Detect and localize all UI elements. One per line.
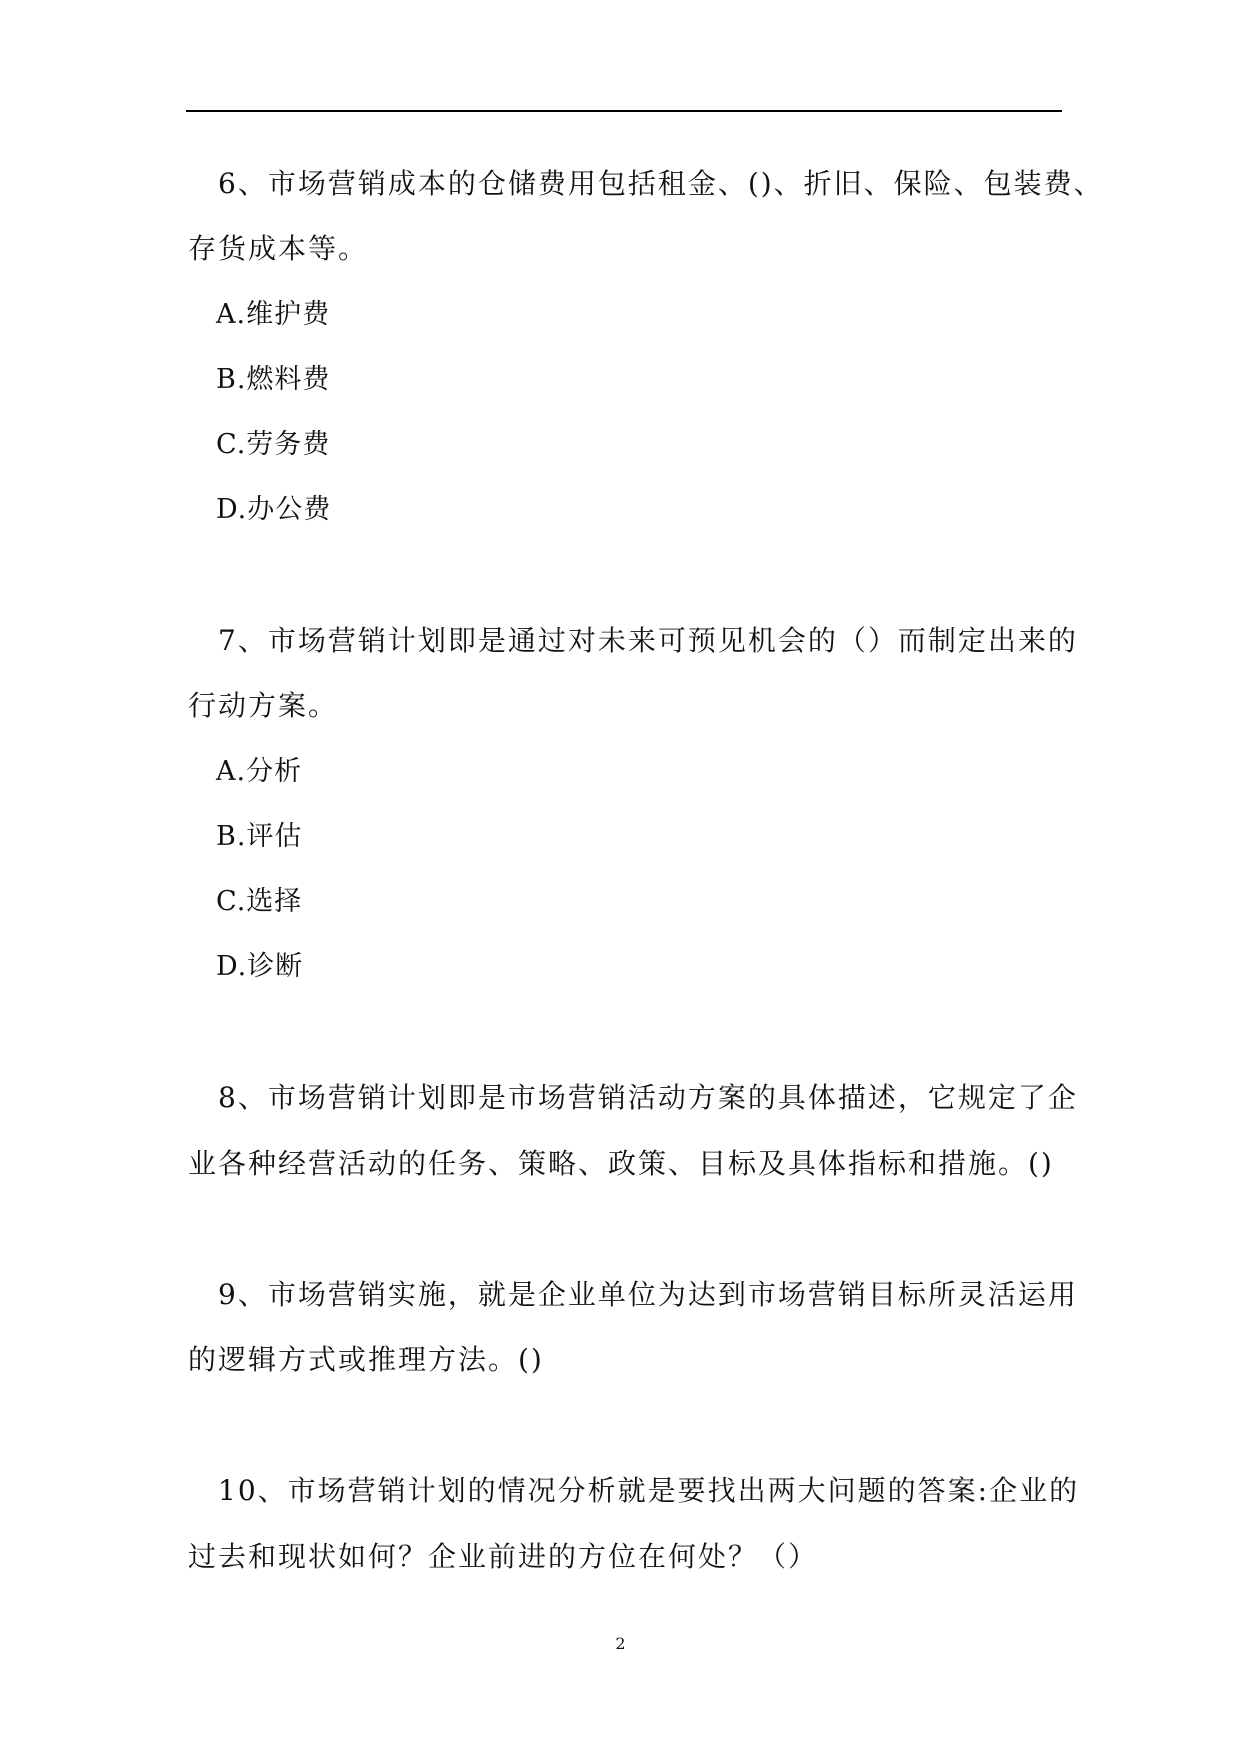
question-stem-line-2: 业各种经营活动的任务、策略、政策、目标及具体指标和措施。() <box>188 1147 1054 1180</box>
question-stem-line-1: 10、市场营销计划的情况分析就是要找出两大问题的答案:企业的 <box>218 1474 1080 1507</box>
page-number: 2 <box>615 1634 626 1653</box>
option-a: A.维护费 <box>216 299 331 330</box>
option-c: C.劳务费 <box>216 429 331 460</box>
question-stem-line-1: 8、市场营销计划即是市场营销活动方案的具体描述，它规定了企 <box>218 1081 1078 1114</box>
option-b: B.评估 <box>216 821 303 852</box>
question-stem-line-1: 7、市场营销计划即是通过对未来可预见机会的（）而制定出来的 <box>218 624 1078 657</box>
header-rule <box>186 110 1062 112</box>
question-stem-line-2: 存货成本等。 <box>188 232 369 265</box>
option-d: D.办公费 <box>216 494 332 525</box>
option-d: D.诊断 <box>216 951 304 982</box>
question-stem-line-1: 9、市场营销实施，就是企业单位为达到市场营销目标所灵活运用 <box>218 1278 1078 1311</box>
question-stem-line-2: 的逻辑方式或推理方法。() <box>188 1343 544 1376</box>
option-c: C.选择 <box>216 886 303 917</box>
option-a: A.分析 <box>216 756 303 787</box>
question-stem-line-2: 行动方案。 <box>188 689 339 722</box>
option-b: B.燃料费 <box>216 364 331 395</box>
question-stem-line-2: 过去和现状如何？企业前进的方位在何处？（） <box>188 1540 819 1573</box>
question-stem-line-1: 6、市场营销成本的仓储费用包括租金、()、折旧、保险、包装费、 <box>218 167 1104 200</box>
